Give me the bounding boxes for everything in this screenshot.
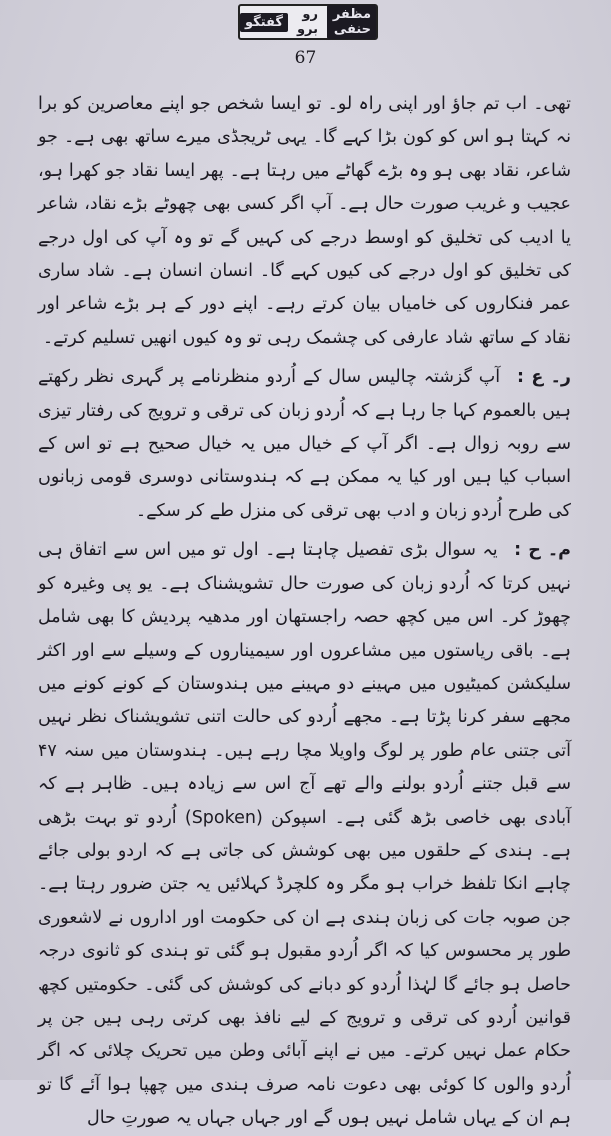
header-segment: گفتگو [240,13,288,32]
paragraph [38,88,571,355]
header-segment: رو برو [296,7,318,37]
paragraph-text: یہ سوال بڑی تفصیل چاہتا ہے۔ اول تو میں اس سے اتفاق ہی نہیں کرتا کہ اُردو زبان کی صورت حال تشویشناک ہے۔ یو پی وغیرہ کو چھوڑ کر۔ اس میں کچھ حصہ راجستھان اور مدھیہ پردیش کا بھی شامل ہے۔ باقی ریاستوں میں مشاعروں اور سیمیناروں کے وسیلے سے اور اکثر سلیکشن کمیٹیوں میں مہینے دو مہینے میں ہندوستان کے کونے کونے میں مجھے سفر کرنا پڑتا ہے۔ مجھے اُردو کی حالت اتنی تشویشناک نظر نہیں آتی جتنی عام طور پر لوگ واویلا مچا رہے ہیں۔ ہندوستان میں سنہ ۴۷ سے قبل جتنے اُردو بولنے والے تھے آج اس سے زیادہ ہیں۔ ظاہر ہے کہ آبادی بھی خاصی بڑھ گئی ہے۔ اسپوکن (Spoken) اُردو تو بہت بڑھی ہے۔ ہندی کے حلقوں میں بھی کوشش کی جاتی ہے کہ اردو بولی جائے چاہے انکا تلفظ خراب ہو مگر وہ کلچرڈ کہلائیں یہ جتن ضرور رہتا ہے۔ جن صوبہ جات کی زبان ہندی ہے ان کی حکومت اور اداروں نے لاشعوری طور پر محسوس کیا کہ اگر اُردو مقبول ہو گئی تو ہندی کو ثانوی درجہ حاصل ہو جائے گا لہٰذا اُردو کو دبانے کی کوشش کی گئی۔ حکومتیں کچھ قوانین اُردو کی ترقی و ترویج کے لیے نافذ بھی کرتی رہی ہیں جن پر حکام عمل نہیں کرتے۔ میں نے اپنے آبائی وطن میں تحریک چلائی کہ اگر اُردو والوں کا کوئی بھی دعوت نامہ صرف ہندی میں چھپا ہوا آئے گا تو ہم ان کے یہاں شامل نہیں ہوں گے اور جہاں جہاں یہ صورتِ حال [38,540,571,1129]
speaker-label: م۔ ح : [514,540,571,561]
paragraph [38,534,571,1135]
paragraph-text: تھی۔ اب تم جاؤ اور اپنی راہ لو۔ تو ایسا شخص جو اپنے معاصرین کو برا نہ کہتا ہو اس کو کون بڑا کہے گا۔ یہی ٹریجڈی میرے ساتھ بھی ہے۔ جو شاعر، نقاد بھی ہو وہ بڑے گھاٹے میں رہتا ہے۔ پھر ایسا نقاد جو کھرا ہو، عجیب و غریب صورت حال ہے۔ آپ اگر کسی بھی چھوٹے بڑے نقاد، شاعر یا ادیب کی تخلیق کو اوسط درجے کی کہیں گے تو وہ آپ کی اول درجے کی تخلیق کو اول درجے کی کیوں کہے گا۔ انسان انسان ہے۔ شاد ساری عمر فنکاروں کی خامیاں بیان کرتے رہے۔ اپنے دور کے ہر بڑے شاعر اور نقاد کے ساتھ شاد عارفی کی چشمک رہی تو وہ کیوں انھیں تسلیم کرتے۔ [38,94,571,348]
speaker-label: ر۔ ع : [516,367,571,388]
paragraph [38,361,571,528]
page-body [38,88,571,1136]
page-number: 67 [294,48,317,68]
header-segment: مظفر حنفی [327,5,376,39]
paragraph-text: آپ گزشتہ چالیس سال کے اُردو منظرنامے پر گہری نظر رکھتے ہیں بالعموم کہا جا رہا ہے کہ اُردو زبان کی ترقی و ترویج کی رفتار تیزی سے روبہ زوال ہے۔ اگر آپ کے خیال میں یہ خیال صحیح ہے تو اس کے اسباب کیا ہیں اور کیا یہ ممکن ہے کہ ہندوستانی دوسری قومی زبانوں کی طرح اُردو زبان و ادب بھی ترقی کی منزل طے کر سکے۔ [38,367,571,521]
running-header [238,4,378,40]
